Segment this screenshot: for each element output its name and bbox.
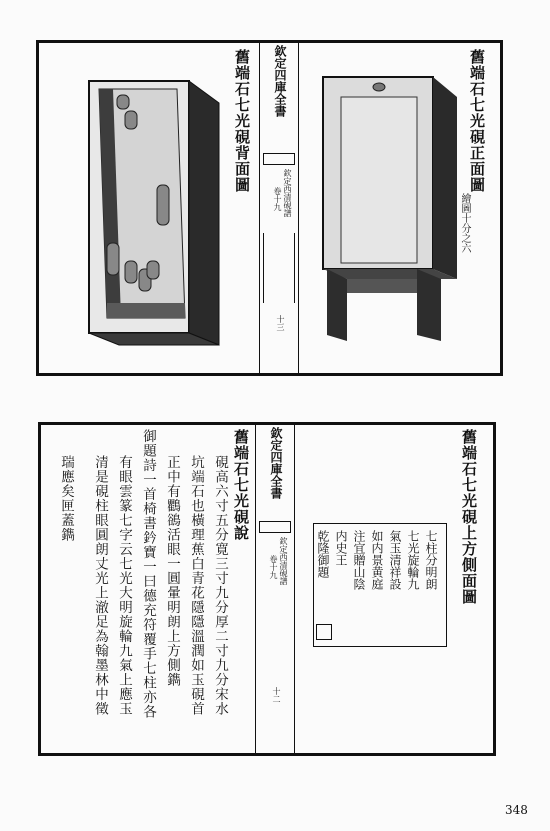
bottom-spine-divider [259, 521, 291, 533]
inkstone-back-view [77, 73, 227, 353]
center-spine [259, 43, 299, 373]
spine-page: 十三 [276, 315, 285, 331]
text-col-6: 清是硯柱眼圓朗丈光上澈足為翰墨林中徵 [92, 455, 108, 716]
top-illustration-panel [36, 40, 503, 376]
scale-note: 繪圖十分之六 [459, 193, 470, 253]
inscription-col-6: 内史王 [334, 530, 348, 566]
text-col-4: 御題詩一首椅書鈐寶一曰德充符覆手七柱亦各 [140, 429, 156, 719]
text-col-3: 正中有鸜鵒活眼一圓暈明朗上方側鐫 [164, 455, 180, 687]
spine-subtitle: 欽定西清硯譜 [283, 169, 292, 217]
text-col-2: 坑端石也橫理蕉白青花隱隱溫潤如玉硯首 [188, 455, 204, 716]
spine-line [263, 233, 295, 303]
inscription-col-2: 七光旋輪九 [406, 530, 420, 590]
spine-title: 欽定四庫全書 [273, 45, 287, 117]
bottom-spine-subtitle: 欽定西清硯譜 [279, 537, 288, 585]
bottom-spine-title: 欽定四庫全書 [269, 427, 283, 499]
bottom-text-panel [38, 422, 496, 756]
bottom-spine [255, 425, 295, 753]
text-col-5: 有眼雲篆七字云七光大明旋輪九氣上應玉 [116, 455, 132, 716]
inscription-box [313, 523, 447, 647]
front-view-title: 舊端石七光硯正面圖 [468, 49, 486, 193]
bottom-spine-page: 十二 [272, 687, 281, 703]
text-col-7: 瑞應矣匣蓋鐫 [58, 455, 74, 542]
inscription-col-7: 乾隆御題 [316, 530, 330, 578]
inscription-col-5: 注宜贈山陰 [352, 530, 366, 590]
text-title: 舊端石七光硯說 [232, 429, 250, 541]
page-number: 348 [505, 803, 528, 817]
back-view-title: 舊端石七光硯背面圖 [233, 49, 251, 193]
inscription-col-3: 氣玉清祥設 [388, 530, 402, 590]
spine-divider [263, 153, 295, 165]
text-col-1: 硯高六寸五分寛三寸九分厚二寸九分宋水 [212, 455, 228, 716]
inscription-col-4: 如内景黄庭 [370, 530, 384, 590]
side-view-title: 舊端石七光硯上方側面圖 [460, 429, 478, 605]
inscription-col-1: 七柱分明朗 [424, 530, 438, 590]
inkstone-front-view [317, 73, 467, 353]
imperial-seal [316, 624, 332, 640]
spine-volume: 卷十九 [273, 187, 282, 211]
bottom-spine-volume: 卷十九 [269, 555, 278, 579]
